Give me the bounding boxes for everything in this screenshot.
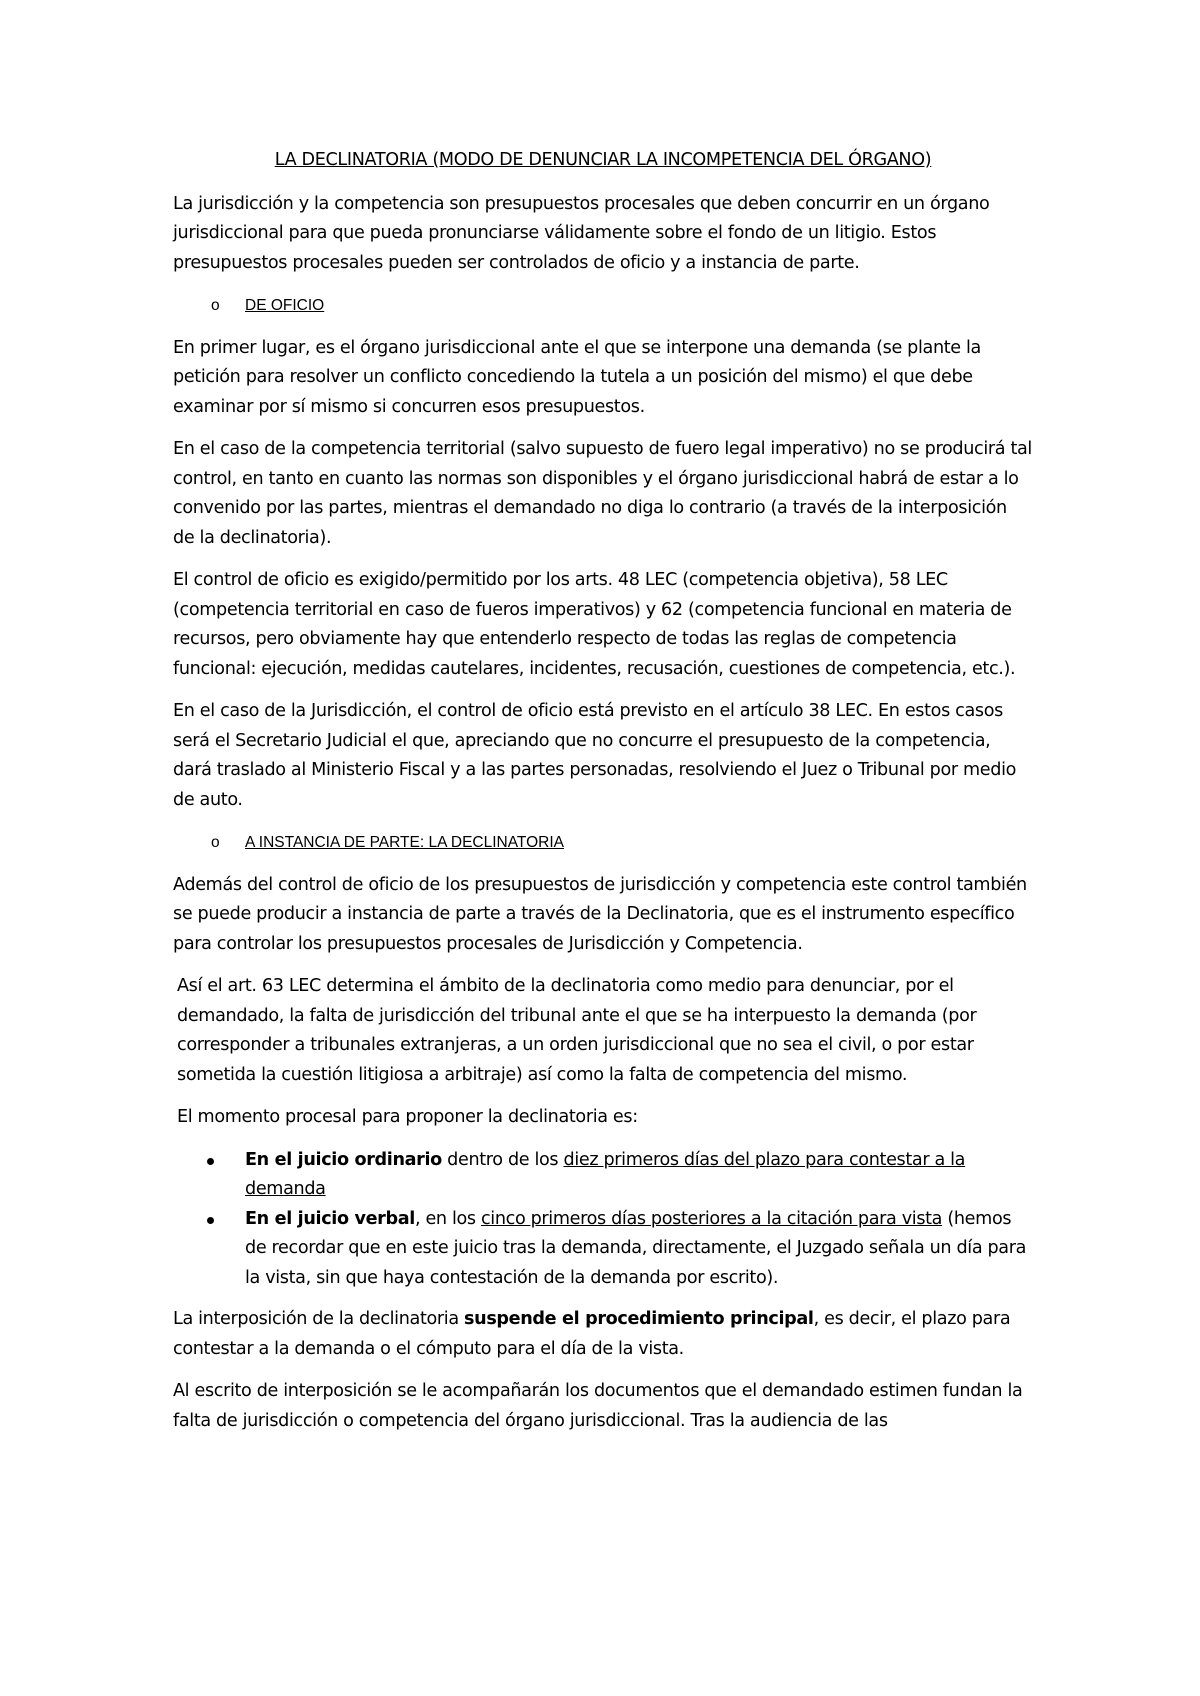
- document-page: [173, 146, 1033, 1449]
- bullet-icon: [207, 1217, 214, 1224]
- list-item: [173, 1146, 1033, 1205]
- paragraph-intro: La jurisdicción y la competencia son presupuestos procesales que deben concurrir en un órgano jurisdiccional para que pueda pronunciarse válidamente sobre el fondo de un litigio. Estos presupuestos procesales pueden ser controlados de oficio y a instancia de parte.: [173, 193, 990, 273]
- paragraph-suspension: [173, 1305, 1033, 1364]
- section-heading-text: DE OFICIO: [245, 297, 325, 314]
- paragraph-declinatoria: Además del control de oficio de los presupuestos de jurisdicción y competencia este control también se puede producir a instancia de parte a través de la Declinatoria, que es el instrumento específico para controlar los presupuestos procesales de Jurisdicción y Competencia.: [173, 874, 1027, 954]
- bullet-bold-text: En el juicio verbal: [245, 1208, 415, 1229]
- paragraph-bold-text: suspende el procedimiento principal: [464, 1309, 814, 1329]
- bullet-underlined-text: cinco primeros días posteriores a la citación para vista: [480, 1208, 943, 1229]
- bullet-text: , en los: [414, 1208, 481, 1229]
- bullet-bold-text: En el juicio ordinario: [245, 1149, 442, 1170]
- paragraph-competencia-territorial: En el caso de la competencia territorial (salvo supuesto de fuero legal imperativo) no se producirá tal control, en tanto en cuanto las normas son disponibles y el órgano jurisdiccional habrá de estar a lo convenido por las partes, mientras el demandado no diga lo contrario (a través de la interposición de la declinatoria).: [173, 439, 1032, 548]
- paragraph-organo: En primer lugar, es el órgano jurisdiccional ante el que se interpone una demanda (se plante la petición para resolver un conflicto concediendo la tutela a un posición del mismo) el que debe examinar por sí mismo si concurren esos presupuestos.: [173, 337, 981, 417]
- list-item: [173, 1205, 1033, 1294]
- bullet-underlined-text: diez primeros días del plazo para contestar a la demanda: [245, 1149, 966, 1199]
- bullet-icon: [207, 1158, 214, 1165]
- section-heading-text: A INSTANCIA DE PARTE: LA DECLINATORIA: [245, 834, 564, 851]
- paragraph-art-63: Así el art. 63 LEC determina el ámbito de la declinatoria como medio para denunciar, por el demandado, la falta de jurisdicción del tribunal ante el que se ha interpuesto la demanda (por corresponder a tribunales extranjeras, a un orden jurisdiccional que no sea el civil, o por estar sometida la cuestión litigiosa a arbitraje) así como la falta de competencia del mismo.: [177, 976, 977, 1085]
- list-marker: o: [211, 834, 220, 851]
- section-heading-instancia-parte: [173, 828, 1033, 858]
- document-title: LA DECLINATORIA (MODO DE DENUNCIAR LA INCOMPETENCIA DEL ÓRGANO): [274, 150, 932, 170]
- bullet-list: [173, 1146, 1033, 1294]
- list-marker: o: [211, 297, 220, 314]
- paragraph-jurisdiccion: En el caso de la Jurisdicción, el control de oficio está previsto en el artículo 38 LEC. En estos casos será el Secretario Judicial el que, apreciando que no concurre el presupuesto de la competencia, dará traslado al Ministerio Fiscal y a las partes personadas, resolviendo el Juez o Tribunal por medio de auto.: [173, 701, 1017, 810]
- paragraph-text: La interposición de la declinatoria: [173, 1309, 465, 1329]
- bullet-rest-text: (hemos de recordar que en este juicio tras la demanda, directamente, el Juzgado señala un día para la vista, sin que haya contestación de la demanda por escrito).: [245, 1208, 1027, 1288]
- bullet-text: dentro de los: [441, 1149, 564, 1170]
- section-heading-de-oficio: [173, 291, 1033, 321]
- paragraph-momento-procesal: El momento procesal para proponer la declinatoria es:: [177, 1107, 638, 1127]
- paragraph-text: , es decir, el plazo para contestar a la demanda o el cómputo para el día de la vista.: [173, 1309, 1011, 1359]
- paragraph-escrito: Al escrito de interposición se le acompañarán los documentos que el demandado estimen fundan la falta de jurisdicción o competencia del órgano jurisdiccional. Tras la audiencia de las: [173, 1381, 1023, 1431]
- paragraph-control-oficio: El control de oficio es exigido/permitido por los arts. 48 LEC (competencia objetiva), 58 LEC (competencia territorial en caso de fueros imperativos) y 62 (competencia funcional en materia de recursos, pero obviamente hay que entenderlo respecto de todas las reglas de competencia funcional: ejecución, medidas cautelares, incidentes, recusación, cuestiones de competencia, etc.).: [173, 570, 1016, 679]
